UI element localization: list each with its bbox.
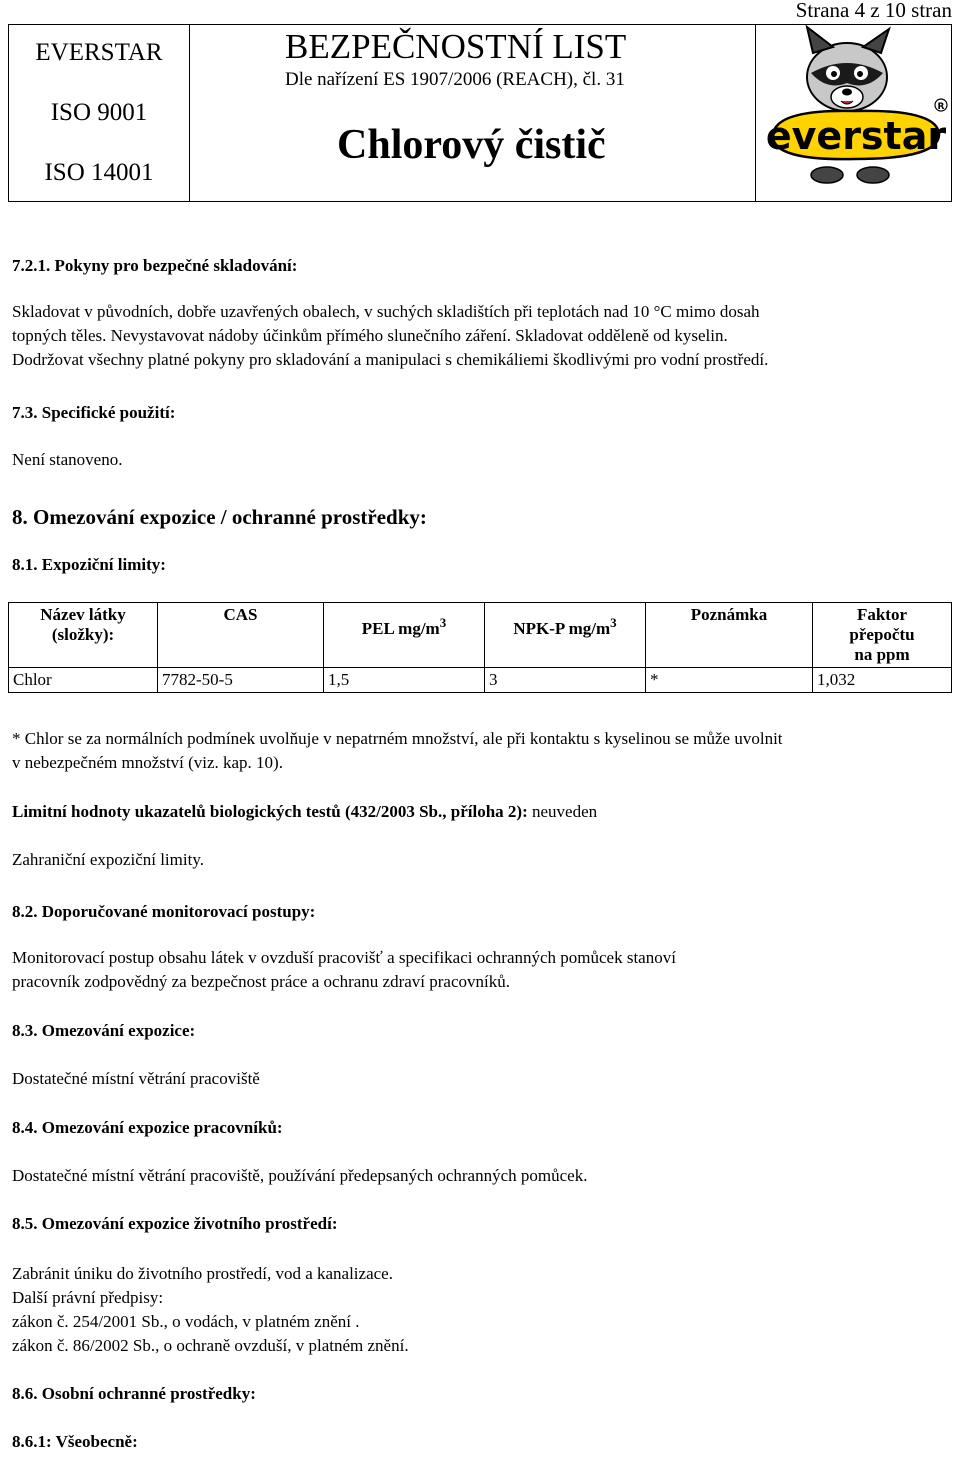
col-header-pel-sup: 3 — [439, 615, 447, 630]
col-header-factor — [813, 603, 952, 668]
header-company-cell — [9, 25, 190, 201]
monitoring-text-line-2: pracovník zodpovědný za bezpečnost práce a ochranu zdraví pracovníků. — [12, 972, 510, 991]
storage-text-line-1: Skladovat v původních, dobře uzavřených obalech, v suchých skladištích při teplotách nad 10 °C mimo dosah — [12, 302, 760, 321]
col-header-note: Poznámka — [646, 603, 813, 668]
foreign-limits-text: Zahraniční expoziční limity. — [12, 850, 204, 869]
storage-text-line-3: Dodržovat všechny platné pokyny pro skladování a manipulaci s chemikáliemi škodlivými pro vodní prostředí. — [12, 350, 769, 369]
heading-8: 8. Omezování expozice / ochranné prostředky: — [12, 505, 427, 529]
cell-substance: Chlor — [9, 668, 158, 693]
cell-note: * — [646, 668, 813, 693]
product-name: Chlorový čistič — [337, 122, 606, 168]
exposure-limits-table — [8, 602, 952, 693]
biological-limits-label: Limitní hodnoty ukazatelů biologických testů (432/2003 Sb., příloha 2): — [12, 802, 528, 821]
specific-use-text: Není stanoveno. — [12, 450, 123, 469]
heading-8-4: 8.4. Omezování expozice pracovníků: — [12, 1118, 283, 1137]
heading-8-5: 8.5. Omezování expozice životního prostředí: — [12, 1214, 338, 1233]
company-name: EVERSTAR — [35, 39, 163, 66]
cell-npk: 3 — [485, 668, 646, 693]
col-header-substance — [9, 603, 158, 668]
iso-9001: ISO 9001 — [50, 99, 148, 126]
exposure-control-text: Dostatečné místní větrání pracoviště — [12, 1069, 260, 1088]
heading-7-3: 7.3. Specifické použití: — [12, 403, 176, 422]
col-header-cas: CAS — [158, 603, 324, 668]
col-header-factor-line3: na ppm — [854, 645, 910, 664]
cell-pel: 1,5 — [324, 668, 485, 693]
col-header-npk — [485, 603, 646, 668]
heading-8-6-1: 8.6.1: Všeobecně: — [12, 1432, 138, 1451]
environment-text-line-2: Další právní předpisy: — [12, 1288, 164, 1307]
col-header-npk-label: NPK-P mg/m — [513, 619, 611, 638]
col-header-factor-line2: přepočtu — [849, 625, 915, 644]
environment-text-line-3: zákon č. 254/2001 Sb., o vodách, v platném znění . — [12, 1312, 360, 1331]
col-header-factor-line1: Faktor — [856, 605, 908, 624]
iso-14001: ISO 14001 — [44, 159, 154, 186]
col-header-npk-sup: 3 — [610, 615, 617, 630]
footnote-line-2: v nebezpečném množství (viz. kap. 10). — [12, 753, 283, 772]
cell-factor: 1,032 — [813, 668, 952, 693]
table-header-row — [9, 603, 952, 668]
cell-cas: 7782-50-5 — [158, 668, 324, 693]
worker-exposure-text: Dostatečné místní větrání pracoviště, používání předepsaných ochranných pomůcek. — [12, 1166, 588, 1185]
heading-7-2-1: 7.2.1. Pokyny pro bezpečné skladování: — [12, 256, 298, 275]
col-header-pel-label: PEL mg/m — [361, 619, 440, 638]
everstar-logo — [755, 25, 953, 201]
environment-text-line-1: Zabránit úniku do životního prostředí, vod a kanalizace. — [12, 1264, 393, 1283]
document-title: BEZPEČNOSTNÍ LIST — [285, 27, 627, 66]
biological-limits-line — [12, 802, 597, 822]
heading-8-2: 8.2. Doporučované monitorovací postupy: — [12, 902, 316, 921]
registered-mark: R — [937, 102, 945, 112]
heading-8-3: 8.3. Omezování expozice: — [12, 1021, 196, 1040]
raccoon-logo-icon — [755, 25, 953, 201]
col-header-pel — [324, 603, 485, 668]
logo-wordmark: everstar — [765, 114, 947, 158]
heading-8-6: 8.6. Osobní ochranné prostředky: — [12, 1384, 256, 1403]
col-header-substance-line1: Název látky — [40, 605, 126, 624]
biological-limits-value: neuveden — [527, 802, 598, 821]
table-row — [9, 668, 952, 693]
page-number: Strana 4 z 10 stran — [795, 0, 952, 22]
monitoring-text-line-1: Monitorovací postup obsahu látek v ovzduší pracovišť a specifikaci ochranných pomůcek stanoví — [12, 948, 676, 967]
heading-8-1: 8.1. Expoziční limity: — [12, 555, 166, 574]
storage-text-line-2: topných těles. Nevystavovat nádoby účinkům přímého slunečního záření. Skladovat odděleně od kyselin. — [12, 326, 728, 345]
footnote-line-1: * Chlor se za normálních podmínek uvolňuje v nepatrném množství, ale při kontaktu s kyselinou se může uvolnit — [12, 729, 783, 748]
col-header-substance-line2: (složky): — [51, 625, 115, 644]
header-title-cell — [189, 25, 756, 201]
document-header — [8, 24, 952, 202]
environment-text-line-4: zákon č. 86/2002 Sb., o ochraně ovzduší, v platném znění. — [12, 1336, 409, 1355]
regulation-reference: Dle nařízení ES 1907/2006 (REACH), čl. 31 — [285, 69, 625, 90]
